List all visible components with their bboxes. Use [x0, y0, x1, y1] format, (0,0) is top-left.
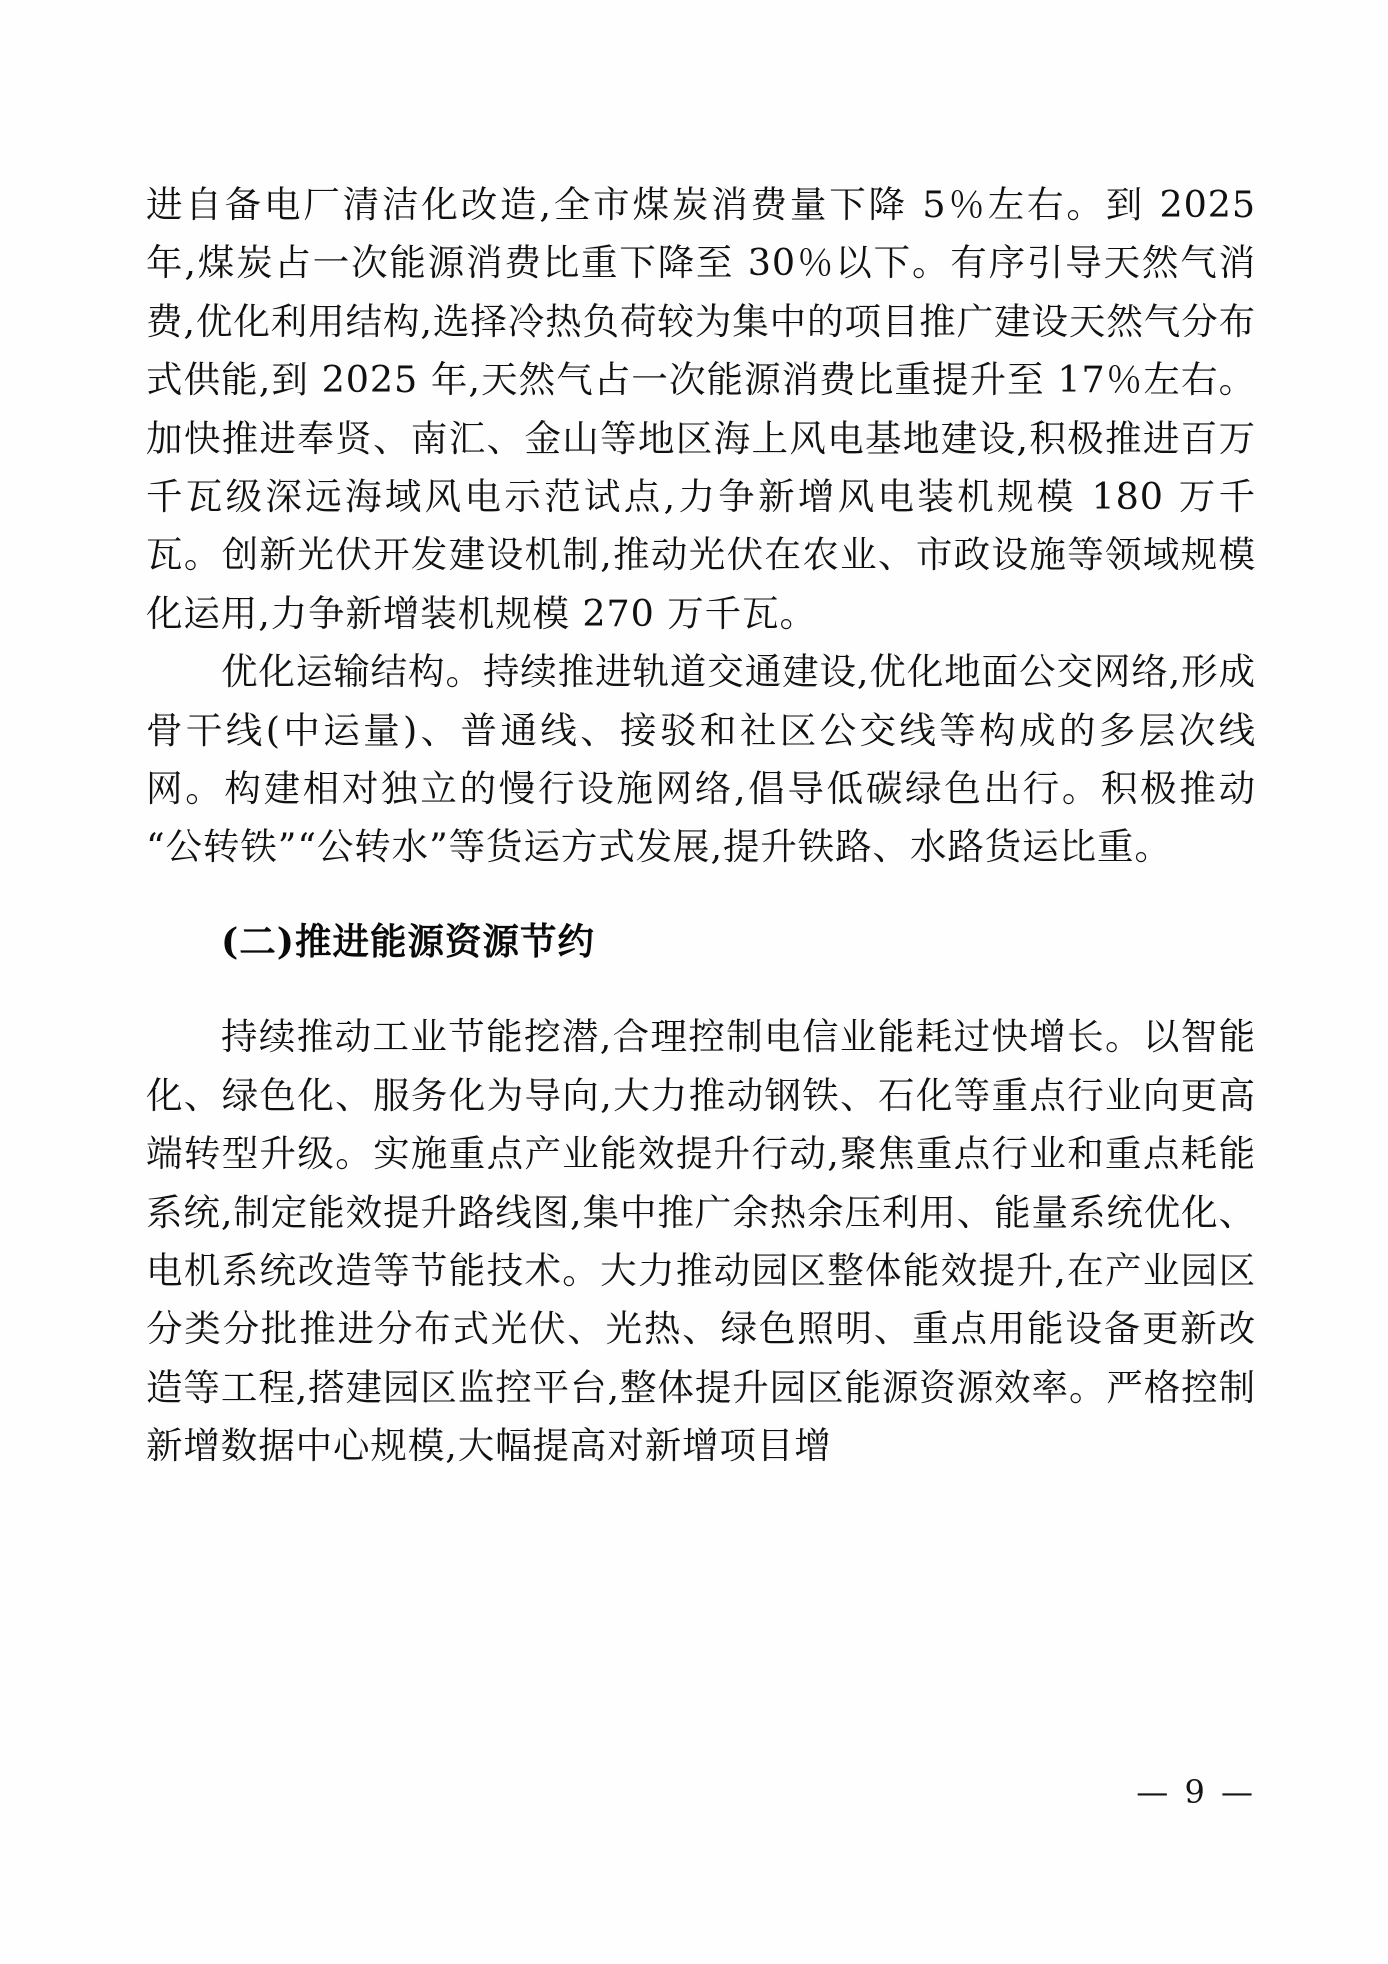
- page-number: — 9 —: [1136, 1773, 1256, 1811]
- paragraph-energy-structure: 进自备电厂清洁化改造,全市煤炭消费量下降 5％左右。到 2025 年,煤炭占一次能源消费比重下降至 30％以下。有序引导天然气消费,优化利用结构,选择冷热负荷较为集中的项目推广建设天然气分布式供能,到 2025 年,天然气占一次能源消费比重提升至 17％左右。加快推进奉贤、南汇、金山等地区海上风电基地建设,积极推进百万千瓦级深远海域风电示范试点,力争新增风电装机规模 180 万千瓦。创新光伏开发建设机制,推动光伏在农业、市政设施等领域规模化运用,力争新增装机规模 270 万千瓦。: [146, 183, 1256, 635]
- paragraph-transport-structure: 优化运输结构。持续推进轨道交通建设,优化地面公交网络,形成骨干线(中运量)、普通线、接驳和社区公交线等构成的多层次线网。构建相对独立的慢行设施网络,倡导低碳绿色出行。积极推动“公转铁”“公转水”等货运方式发展,提升铁路、水路货运比重。: [146, 650, 1256, 869]
- paragraph-industrial-energy-saving: 持续推动工业节能挖潜,合理控制电信业能耗过快增长。以智能化、绿色化、服务化为导向,大力推动钢铁、石化等重点行业向更高端转型升级。实施重点产业能效提升行动,聚焦重点行业和重点耗能系统,制定能效提升路线图,集中推广余热余压利用、能量系统优化、电机系统改造等节能技术。大力推动园区整体能效提升,在产业园区分类分批推进分布式光伏、光热、绿色照明、重点用能设备更新改造等工程,搭建园区监控平台,整体提升园区能源资源效率。严格控制新增数据中心规模,大幅提高对新增项目增: [146, 1015, 1256, 1468]
- section-heading-energy-conservation: (二)推进能源资源节约: [221, 920, 596, 964]
- document-body: [146, 176, 1256, 1476]
